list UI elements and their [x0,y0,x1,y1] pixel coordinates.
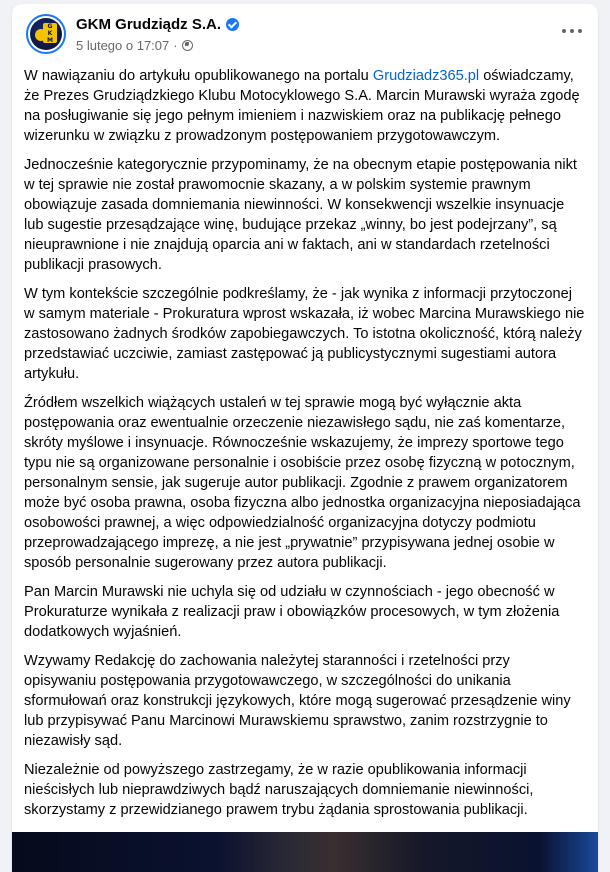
post-paragraph: W tym kontekście szczególnie podkreślamy, że - jak wynika z informacji przytoczonej w samym materiale - Prokuratura wprost wskazała, iż wobec Marcina Murawskiego nie zastosowano żadnych środków zapobiegawczych. To istotna okoliczność, którą należy przedstawiać uczciwie, zamiast zastępować ją publicystycznymi sugestiami autora artykułu. [24,286,585,382]
post-paragraph: Wzywamy Redakcję do zachowania należytej staranności i rzetelności przy opisywaniu postępowania przygotowawczego, w szczególności do unikania sformułowań oraz konstrukcji językowych, które mogą sugerować przesądzenie winy lub przypisywać Panu Marcinowi Murawskiemu sprawstwo, zanim rozstrzygnie to niezawisły sąd. [24,653,571,749]
post-paragraph: Niezależnie od powyższego zastrzegamy, że w razie opublikowania informacji nieścisłych lub nieprawdziwych bądź naruszających domniemanie niewinności, skorzystamy z przewidzianego prawem trybu żądania sprostowania publikacji. [24,762,534,818]
more-dot-icon [562,29,566,33]
more-dot-icon [570,29,574,33]
gkm-logo [30,18,62,50]
post-image[interactable] [12,832,598,872]
post-timestamp[interactable]: 5 lutego o 17:07 [76,38,170,53]
logo-letter-k: K [47,30,53,37]
logo-letter-g: G [47,23,53,30]
paragraph-text: oświadczamy, że Prezes Grudziądzkiego Klubu Motocyklowego S.A. Marcin Murawski wyraża zgodę na posługiwanie się jego pełnym imieniem i nazwiskiem oraz na publikację pełnego wizerunku w związku z prowadzonym postępowaniem przygotowawczym. [24,68,580,144]
page-avatar[interactable] [26,14,66,54]
page-name-link[interactable]: GKM Grudziądz S.A. [76,16,222,33]
paragraph-text: W nawiązaniu do artykułu opublikowanego na portalu [24,68,373,84]
post-paragraph: Źródłem wszelkich wiążących ustaleń w tej sprawie mogą być wyłącznie akta postępowania oraz ewentualnie orzeczenie niezawisłego sądu, nie zaś komentarze, skróty myślowe i insynuacje. Równocześnie wskazujemy, że imprezy sportowe tego typu nie są organizowane personalnie i osobiście przez osobę fizyczną w potocznym, personalnym sensie, jak sugeruje autor publikacji. Zgodnie z prawem organizatorem może być osoba prawna, osoba fizyczna albo jednostka organizacyjna nieposiadająca osobowości prawnej, a więc odpowiedzialność organizacyjna dotyczy podmiotu przeprowadzającego imprezę, a nie jest „prywatnie” przypisywana jednej osobie w sposób personalnie sugerowany przez autora publikacji. [24,395,581,571]
globe-icon[interactable] [182,40,193,51]
post-paragraph: Pan Marcin Murawski nie uchyla się od udziału w czynnościach - jego obecność w Prokuraturze wynikała z realizacji praw i obowiązków procesowych, w tym złożenia dodatkowych wyjaśnień. [24,584,560,640]
logo-letters [43,23,57,43]
grudziadz365-link[interactable]: Grudziadz365.pl [372,68,480,84]
verified-badge-icon [226,18,239,31]
post-paragraph [24,66,586,146]
meta-separator: · [173,38,178,53]
post-header [12,4,598,56]
logo-letter-m: M [47,37,53,44]
page-name-row [76,16,239,33]
post-paragraph: Jednocześnie kategorycznie przypominamy, że na obecnym etapie postępowania nikt w tej sprawie nie został prawomocnie skazany, a w polskim systemie prawnym obowiązuje zasada domniemania niewinności. W konsekwencji wszelkie insynuacje lub sugestie przesądzające winę, budujące przekaz „winny, bo jest podejrzany”, są nieuprawnione i nie znajdują oparcia ani w faktach, ani w standardach rzetelności publikacji prasowych. [24,157,577,273]
more-options-button[interactable] [562,26,582,36]
more-dot-icon [578,29,582,33]
post-meta [76,38,193,53]
post-card [12,4,598,872]
post-body [12,56,598,820]
